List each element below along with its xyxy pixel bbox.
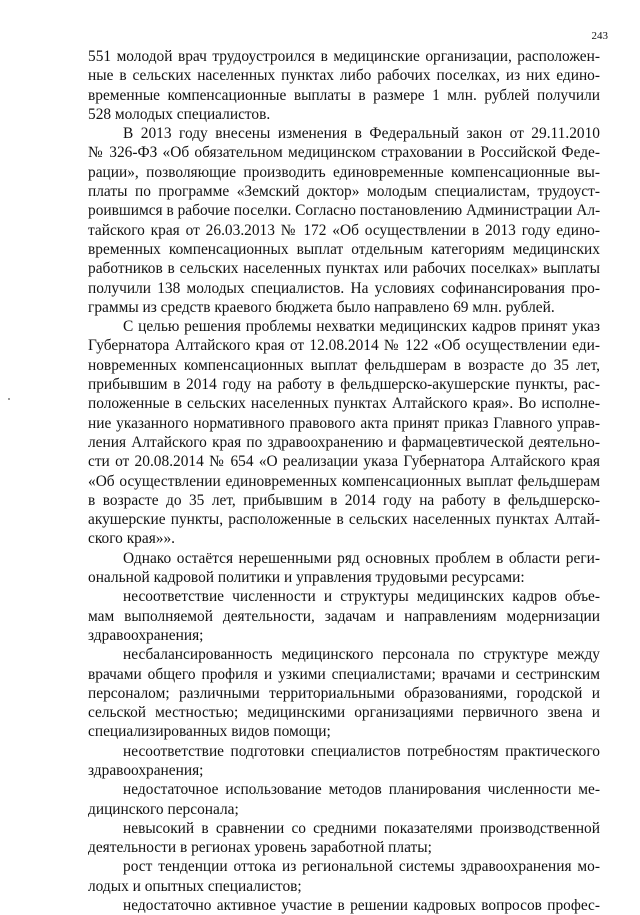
text-line: ние указанного нормативного правового акта принят приказ Главного управ- <box>88 414 600 432</box>
text-line: ональной кадровой политики и управления трудовыми ресурсами: <box>88 569 525 587</box>
text-line: здравоохранения; <box>88 626 204 644</box>
text-line: акушерские пункты, расположенные в сельских населенных пунктах Алтай- <box>88 511 600 529</box>
text-line: сти от 20.08.2014 № 654 «О реализации указа Губернатора Алтайского края <box>88 453 600 471</box>
text-line: платы по программе «Земский доктор» молодым специалистам, трудоуст- <box>88 183 600 201</box>
text-line: сельской местностью; медицинскими организациями первичного звена и <box>88 704 600 722</box>
text-line: несоответствие подготовки специалистов потребностям практического <box>123 742 600 760</box>
scan-speck <box>8 398 10 400</box>
text-line: недостаточное использование методов планирования численности ме- <box>123 781 600 799</box>
text-line: роившимся в рабочие поселки. Согласно постановлению Администрации Ал- <box>88 202 601 220</box>
document-body <box>88 47 600 915</box>
text-line: рации», позволяющие производить единовременные компенсационные вы- <box>88 163 600 181</box>
text-line: В 2013 году внесены изменения в Федеральный закон от 29.11.2010 <box>123 125 600 143</box>
text-line: положенные в сельских населенных пунктах Алтайского края». Во исполне- <box>88 395 600 413</box>
text-line: в возрасте до 35 лет, прибывшим в 2014 году на работу в фельдшерско- <box>88 491 600 509</box>
text-line: прибывшим в 2014 году на работу в фельдшерско-акушерские пункты, рас- <box>88 376 600 394</box>
text-line: 551 молодой врач трудоустроился в медицинские организации, расположен- <box>88 48 600 65</box>
text-line: граммы из средств краевого бюджета было направлено 69 млн. рублей. <box>88 298 555 316</box>
text-line: врачами общего профиля и узкими специалистами; врачами и сестринским <box>88 665 600 683</box>
text-line: дицинского персонала; <box>88 800 239 818</box>
text-line: несоответствие численности и структуры медицинских кадров объе- <box>123 588 600 606</box>
text-line: несбалансированность медицинского персонала по структуре между <box>123 646 600 664</box>
text-line: ные в сельских населенных пунктах либо рабочих поселках, из них едино- <box>88 67 600 85</box>
text-line: Губернатора Алтайского края от 12.08.2014 № 122 «Об осуществлении еди- <box>88 337 600 355</box>
text-line: 528 молодых специалистов. <box>88 105 271 123</box>
text-line: невысокий в сравнении со средними показателями производственной <box>123 819 600 837</box>
text-line: тайского края от 26.03.2013 № 172 «Об осуществлении в 2013 году едино- <box>88 221 600 239</box>
text-line: временные компенсационные выплаты в размере 1 млн. рублей получили <box>88 86 600 104</box>
text-line: получили 138 молодых специалистов. На условиях софинансирования про- <box>88 279 600 297</box>
text-line: № 326-ФЗ «Об обязательном медицинском страховании в Российской Феде- <box>88 144 600 162</box>
text-line: недостаточно активное участие в решении кадровых вопросов профес- <box>123 897 600 915</box>
text-line: мам выполняемой деятельности, задачам и направлениям модернизации <box>88 607 600 625</box>
text-line: лодых и опытных специалистов; <box>88 877 302 895</box>
text-line: новременных компенсационных выплат фельдшерам в возрасте до 35 лет, <box>88 356 600 374</box>
text-line: Однако остаётся нерешенными ряд основных проблем в области реги- <box>123 549 600 567</box>
text-line: рост тенденции оттока из региональной системы здравоохранения мо- <box>123 858 600 876</box>
text-line: временных компенсационных выплат отдельным категориям медицинских <box>88 240 600 258</box>
page-number: 243 <box>591 30 608 42</box>
text-line: персоналом; различными территориальными образованиями, городской и <box>88 684 600 702</box>
text-line: С целью решения проблемы нехватки медицинских кадров принят указ <box>123 318 600 336</box>
text-line: работников в сельских населенных пунктах или рабочих поселках» выплаты <box>88 260 600 278</box>
text-line: ления Алтайского края по здравоохранению и фармацевтической деятельно- <box>88 433 600 451</box>
text-line: специализированных видов помощи; <box>88 723 331 741</box>
text-line: ского края»». <box>88 530 176 548</box>
text-line: деятельности в регионах уровень заработной платы; <box>88 839 432 857</box>
text-line: здравоохранения; <box>88 761 204 779</box>
text-line: «Об осуществлении единовременных компенсационных выплат фельдшерам <box>88 472 600 490</box>
